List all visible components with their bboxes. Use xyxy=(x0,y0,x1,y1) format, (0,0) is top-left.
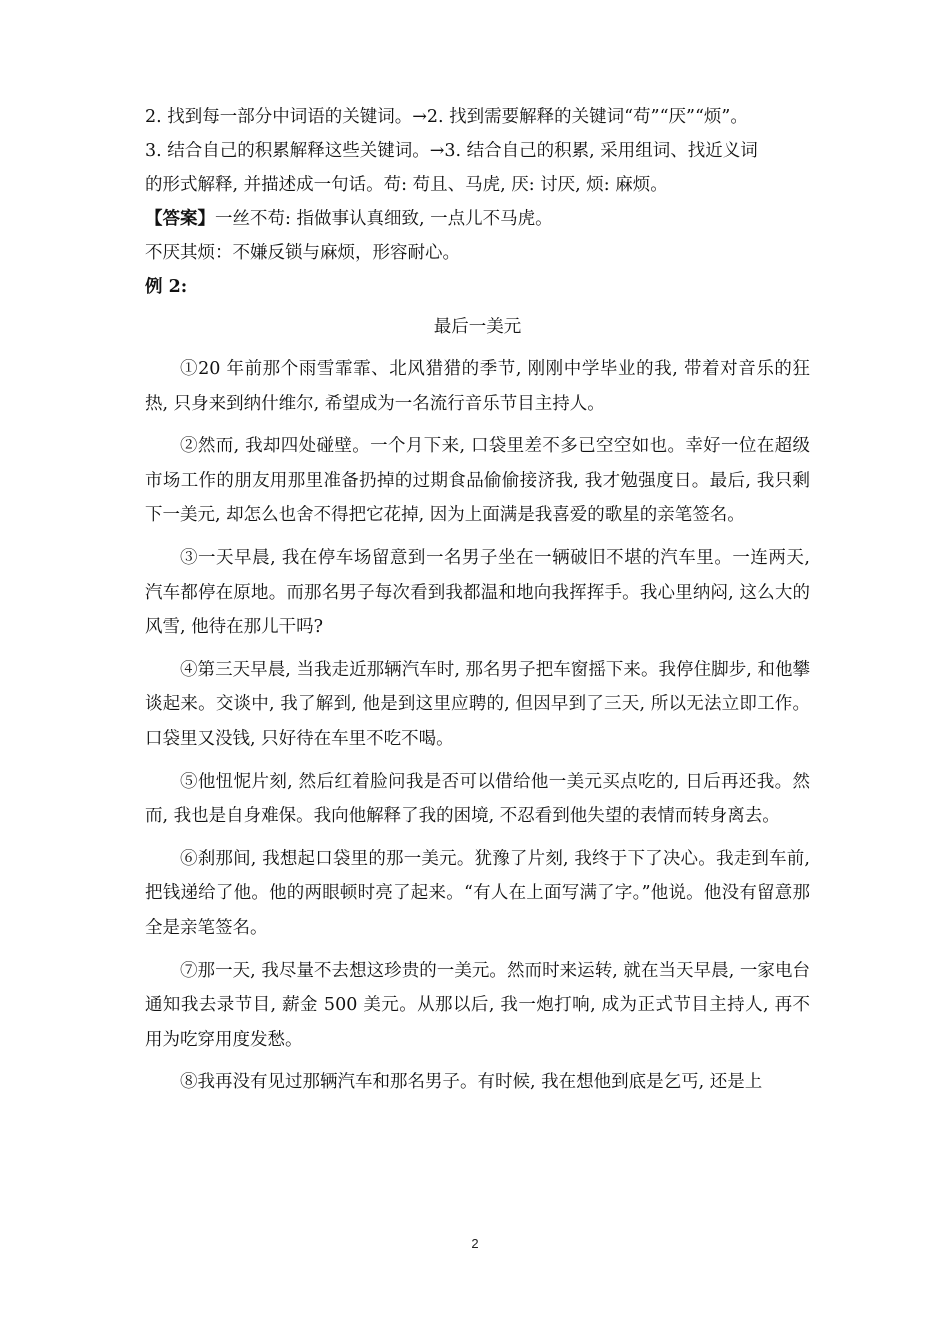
document-body xyxy=(145,100,810,1108)
story-paragraph-1: ①20 年前那个雨雪霏霏、北风猎猎的季节, 刚刚中学毕业的我, 带着对音乐的狂热, 只身来到纳什维尔, 希望成为一名流行音乐节目主持人。 xyxy=(145,359,810,414)
example-label: 例 2: xyxy=(145,277,188,297)
intro-line-3: 的形式解释, 并描述成一句话。苟: 苟且、马虎, 厌: 讨厌, 烦: 麻烦。 xyxy=(145,175,668,195)
answer-line-2: 不厌其烦：不嫌反锁与麻烦，形容耐心。 xyxy=(145,243,460,263)
page-number: 2 xyxy=(471,1236,479,1251)
story-title: 最后一美元 xyxy=(433,317,522,337)
story-paragraph-5: ⑤他忸怩片刻, 然后红着脸问我是否可以借给他一美元买点吃的, 日后再还我。然而, 我也是自身难保。我向他解释了我的困境, 不忍看到他失望的表情而转身离去。 xyxy=(145,771,810,827)
story-paragraph-2: ②然而, 我却四处碰壁。一个月下来, 口袋里差不多已空空如也。幸好一位在超级市场工作的朋友用那里准备扔掉的过期食品偷偷接济我, 我才勉强度日。最后, 我只剩下一美元, 却怎么也舍不得把它花掉, 因为上面满是我喜爱的歌星的亲笔签名。 xyxy=(145,436,810,526)
intro-line-2: 3. 结合自己的积累解释这些关键词。→3. 结合自己的积累, 采用组词、找近义词 xyxy=(145,141,758,161)
answer-line xyxy=(145,202,810,236)
story-paragraph-4: ④第三天早晨, 当我走近那辆汽车时, 那名男子把车窗摇下来。我停住脚步, 和他攀谈起来。交谈中, 我了解到, 他是到这里应聘的, 但因早到了三天, 所以无法立即工作。口袋里又没钱, 只好待在车里不吃不喝。 xyxy=(145,659,810,749)
answer-label: 【答案】 xyxy=(145,209,215,229)
story-paragraph-7: ⑦那一天, 我尽量不去想这珍贵的一美元。然而时来运转, 就在当天早晨, 一家电台通知我去录节目, 薪金 500 美元。从那以后, 我一炮打响, 成为正式节目主持人, 再不用为吃穿用度发愁。 xyxy=(145,960,810,1050)
answer-text: 一丝不苟: 指做事认真细致, 一点儿不马虎。 xyxy=(215,209,553,229)
story-paragraph-3: ③一天早晨, 我在停车场留意到一名男子坐在一辆破旧不堪的汽车里。一连两天, 汽车都停在原地。而那名男子每次看到我都温和地向我挥挥手。我心里纳闷, 这么大的风雪, 他待在那儿干吗? xyxy=(145,547,810,638)
story-paragraph-8: ⑧我再没有见过那辆汽车和那名男子。有时候, 我在想他到底是乞丐, 还是上 xyxy=(180,1072,763,1093)
story-paragraph-6: ⑥刹那间, 我想起口袋里的那一美元。犹豫了片刻, 我终于下了决心。我走到车前, 把钱递给了他。他的两眼顿时亮了起来。“有人在上面写满了字。”他说。他没有留意那全是亲笔签名。 xyxy=(145,848,810,938)
intro-line-1: 2. 找到每一部分中词语的关键词。→2. 找到需要解释的关键词“苟”“厌”“烦”。 xyxy=(145,107,748,127)
